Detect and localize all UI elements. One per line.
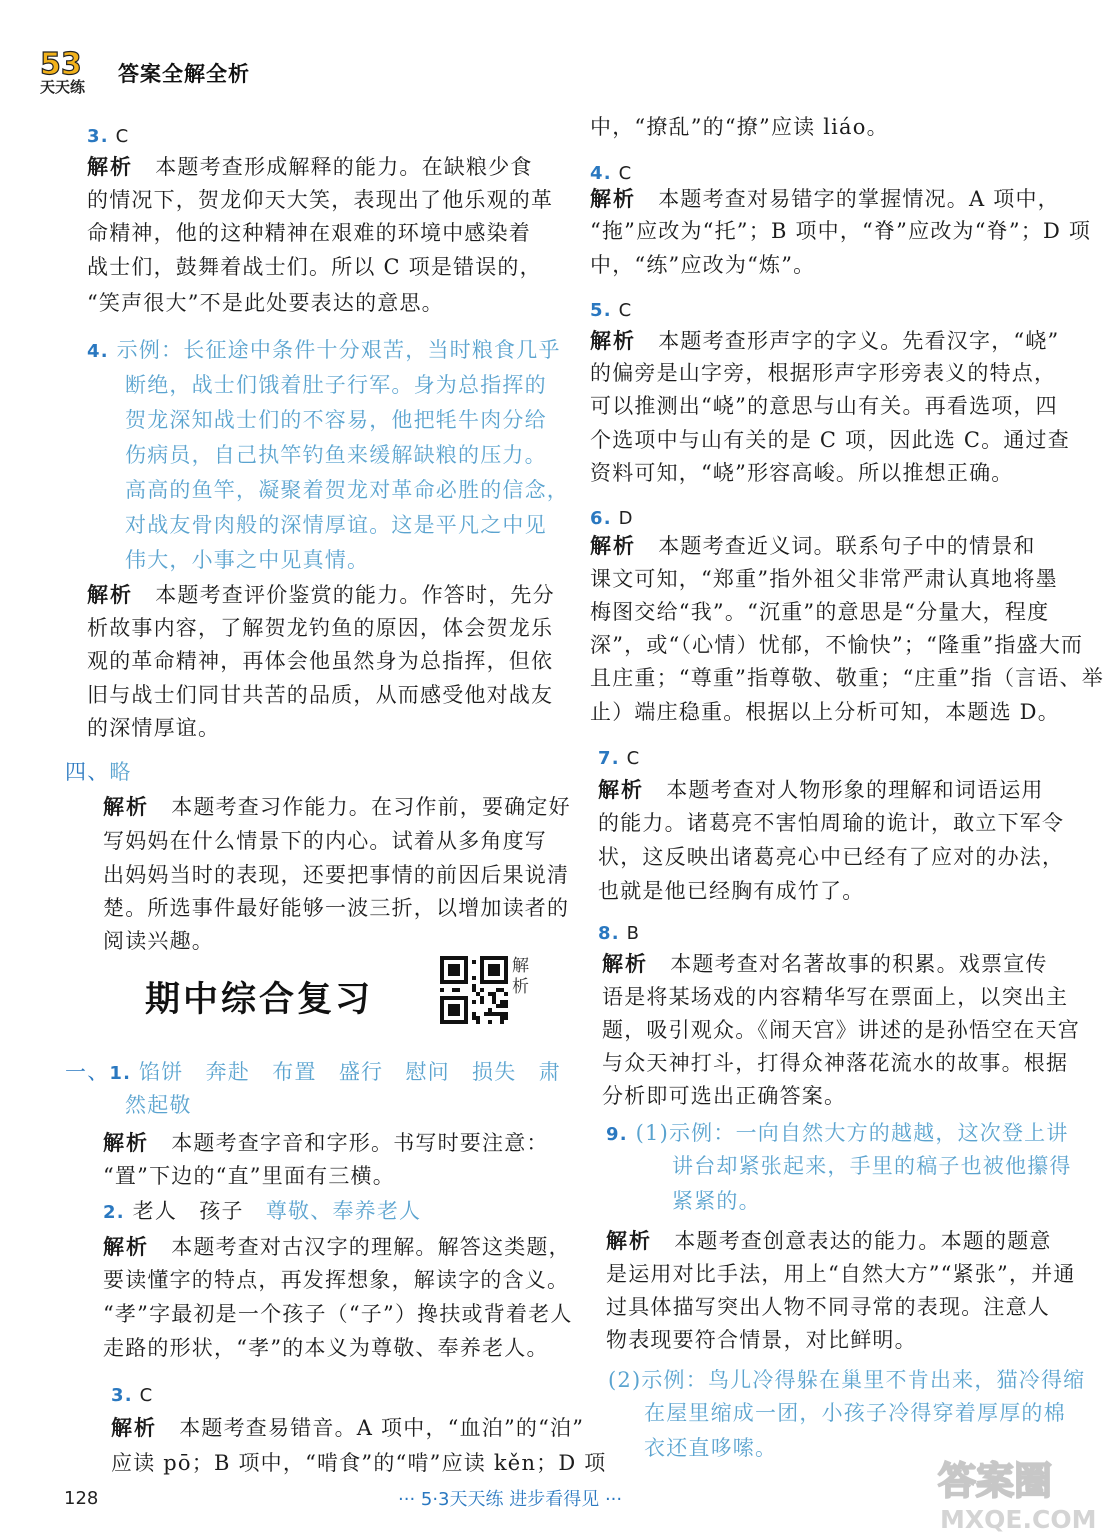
left-line: 2. 老人 孩子 尊敬、奉养老人	[103, 1199, 422, 1223]
left-line: 出妈妈当时的表现，还要把事情的前因后果说清	[103, 863, 570, 887]
left-line: 解析 本题考查习作能力。在习作前，要确定好	[103, 795, 571, 819]
right-line: 解析 本题考查形声字的字义。先看汉字，“峣”	[590, 329, 1060, 353]
left-line: “孝”字最初是一个孩子（“子”）搀扶或背着老人	[103, 1302, 573, 1326]
left-line: 楚。所选事件最好能够一波三折，以增加读者的	[103, 896, 570, 920]
right-line: 解析 本题考查创意表达的能力。本题的题意	[606, 1229, 1052, 1253]
left-line: “笑声很大”不是此处要表达的意思。	[87, 291, 444, 315]
left-line: 4. 示例：长征途中条件十分艰苦，当时粮食几乎	[87, 338, 561, 362]
right-line: 5. C	[590, 300, 633, 321]
left-line: 命精神，他的这种精神在艰难的环境中感染着	[87, 221, 531, 245]
left-line: 解析 本题考查评价鉴赏的能力。作答时，先分	[87, 583, 555, 607]
header-title: 答案全解全析	[118, 62, 250, 86]
right-line: 的能力。诸葛亮不害怕周瑜的诡计，敢立下军令	[598, 811, 1065, 835]
left-line: 四、略	[65, 760, 132, 784]
left-line: 3. C	[111, 1385, 154, 1406]
right-line: 个选项中与山有关的是 C 项，因此选 C。通过查	[590, 428, 1070, 452]
right-line: (2)示例：鸟儿冷得躲在巢里不肯出来，猫冷得缩	[608, 1368, 1086, 1392]
left-line: 的深情厚谊。	[87, 716, 221, 740]
right-line: 物表现要符合情景，对比鲜明。	[606, 1328, 917, 1352]
left-line: 解析 本题考查对古汉字的理解。解答这类题，	[103, 1235, 571, 1259]
left-line: 旧与战士们同甘共苦的品质，从而感受他对战友	[87, 683, 554, 707]
right-line: 可以推测出“峣”的意思与山有关。再看选项，四	[590, 394, 1058, 418]
left-line: 阅读兴趣。	[103, 929, 214, 953]
right-line: 讲台却紧张起来，手里的稿子也被他攥得	[672, 1154, 1072, 1178]
right-line: 4. C	[590, 163, 633, 184]
left-line: 伤病员，自己执竿钓鱼来缓解缺粮的压力。	[125, 443, 547, 467]
right-line: 且庄重；“尊重”指尊敬、敬重；“庄重”指（言语、举	[590, 666, 1104, 690]
right-line: 的偏旁是山字旁，根据形声字形旁表义的特点，	[590, 361, 1057, 385]
right-line: 梅图交给“我”。“沉重”的意思是“分量大，程度	[590, 600, 1050, 624]
left-line: 高高的鱼竿，凝聚着贺龙对革命必胜的信念，	[125, 478, 569, 502]
left-line: 的情况下，贺龙仰天大笑，表现出了他乐观的革	[87, 188, 554, 212]
left-line: 对战友骨肉般的深情厚谊。这是平凡之中见	[125, 513, 547, 537]
footer-slogan: ··· 5·3天天练 进步看得见 ···	[398, 1489, 623, 1510]
left-line: 写妈妈在什么情景下的内心。试着从多角度写	[103, 829, 547, 853]
right-line: 紧紧的。	[672, 1189, 761, 1213]
left-line: 伟大，小事之中见真情。	[125, 548, 370, 572]
right-line: 解析 本题考查近义词。联系句子中的情景和	[590, 534, 1036, 558]
left-line: 断绝，战士们饿着肚子行军。身为总指挥的	[125, 373, 547, 397]
svg-text:53: 53	[40, 47, 82, 82]
right-line: 8. B	[598, 923, 641, 944]
section-title: 期中综合复习	[145, 980, 374, 1020]
right-line: 语是将某场戏的内容精华写在票面上，以突出主	[602, 985, 1069, 1009]
right-line: 衣还直哆嗦。	[644, 1436, 778, 1460]
left-line: 3. C	[87, 126, 130, 147]
watermark-logo	[932, 1446, 1097, 1536]
right-line: 9. (1)示例：一向自然大方的越越，这次登上讲	[606, 1121, 1069, 1145]
svg-text:天天练: 天天练	[40, 78, 86, 96]
left-line: 要读懂字的特点，再发挥想象，解读字的含义。	[103, 1268, 570, 1292]
right-line: 课文可知，“郑重”指外祖父非常严肃认真地将墨	[590, 567, 1058, 591]
left-line: 析故事内容，了解贺龙钓鱼的原因，体会贺龙乐	[87, 616, 554, 640]
right-line: 资料可知，“峣”形容高峻。所以推想正确。	[590, 461, 1014, 485]
right-line: 状，这反映出诸葛亮心中已经有了应对的办法，	[598, 845, 1065, 869]
right-line: “拖”应改为“托”；B 项中，“脊”应改为“脊”；D 项	[590, 219, 1092, 243]
left-line: 解析 本题考查形成解释的能力。在缺粮少食	[87, 155, 533, 179]
qr-label: 解析	[512, 956, 529, 997]
left-line: 解析 本题考查字音和字形。书写时要注意：	[103, 1131, 549, 1155]
right-line: 是运用对比手法，用上“自然大方”“紧张”，并通	[606, 1262, 1076, 1286]
left-line: 走路的形状，“孝”的本义为尊敬、奉养老人。	[103, 1336, 549, 1360]
right-line: 深”，或“（心情）忧郁，不愉快”；“隆重”指盛大而	[590, 633, 1084, 657]
brand-logo	[38, 44, 100, 96]
right-line: 6. D	[590, 508, 634, 529]
right-line: 也就是他已经胸有成竹了。	[598, 879, 865, 903]
svg-text:MXQE.COM: MXQE.COM	[940, 1505, 1097, 1534]
left-line: 应读 pō；B 项中，“啃食”的“啃”应读 kěn；D 项	[111, 1451, 607, 1475]
qr-code-icon[interactable]	[440, 956, 508, 1024]
svg-text:答案圈: 答案圈	[938, 1459, 1053, 1503]
right-line: 中，“撩乱”的“撩”应读 liáo。	[590, 115, 889, 139]
left-line: 观的革命精神，再体会他虽然身为总指挥，但依	[87, 649, 554, 673]
right-line: 解析 本题考查对人物形象的理解和词语运用	[598, 778, 1044, 802]
left-line: 一、1. 馅饼 奔赴 布置 盛行 慰问 损失 肃	[65, 1060, 561, 1084]
left-line: 战士们，鼓舞着战士们。所以 C 项是错误的，	[87, 255, 542, 279]
right-line: 止）端庄稳重。根据以上分析可知，本题选 D。	[590, 700, 1060, 724]
left-line: 然起敬	[125, 1093, 192, 1117]
right-line: 中，“练”应改为“炼”。	[590, 253, 816, 277]
right-line: 在屋里缩成一团，小孩子冷得穿着厚厚的棉	[644, 1401, 1066, 1425]
right-line: 与众天神打斗，打得众神落花流水的故事。根据	[602, 1051, 1069, 1075]
right-line: 分析即可选出正确答案。	[602, 1084, 847, 1108]
right-line: 过具体描写突出人物不同寻常的表现。注意人	[606, 1295, 1050, 1319]
left-line: 贺龙深知战士们的不容易，他把牦牛肉分给	[125, 408, 547, 432]
right-line: 解析 本题考查对易错字的掌握情况。A 项中，	[590, 187, 1060, 211]
right-line: 题，吸引观众。《闹天宫》讲述的是孙悟空在天宫	[602, 1018, 1080, 1042]
left-line: “置”下边的“直”里面有三横。	[103, 1164, 395, 1188]
left-line: 解析 本题考查易错音。A 项中，“血泊”的“泊”	[111, 1416, 585, 1440]
right-line: 解析 本题考查对名著故事的积累。戏票宣传	[602, 952, 1048, 976]
page-number: 128	[64, 1488, 99, 1509]
right-line: 7. C	[598, 748, 641, 769]
